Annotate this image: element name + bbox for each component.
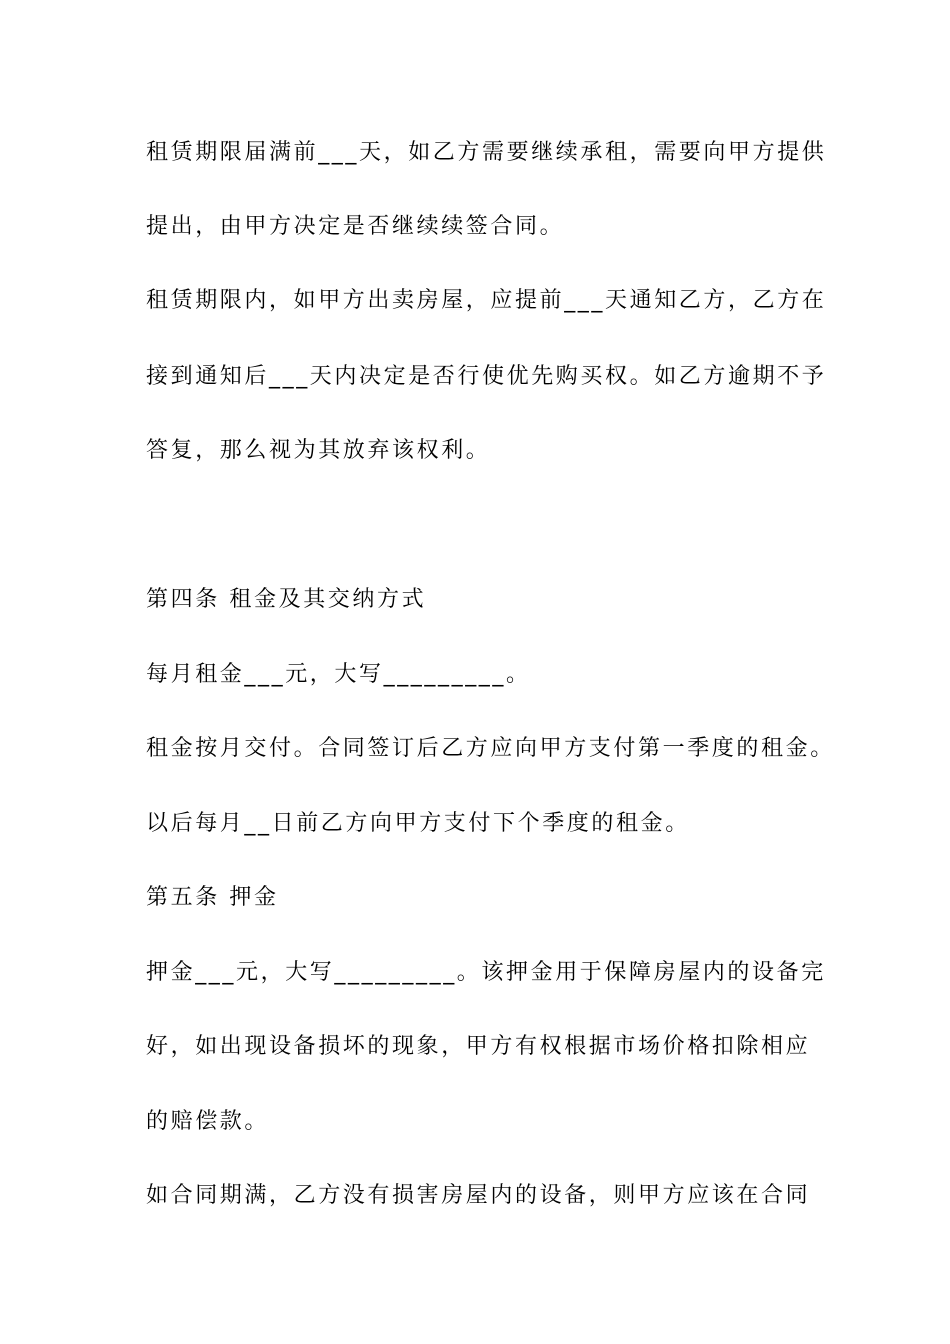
paragraph-line: 好，如出现设备损坏的现象，甲方有权根据市场价格扣除相应 (146, 1034, 811, 1059)
paragraph-line: 答复，那么视为其放弃该权利。 (146, 438, 491, 463)
paragraph-line: 租赁期限届满前___天，如乙方需要继续承租，需要向甲方提供 (146, 140, 827, 165)
paragraph-line: 接到通知后___天内决定是否行使优先购买权。如乙方逾期不予 (146, 364, 827, 389)
paragraph-line: 每月租金___元，大写_________。 (146, 662, 531, 687)
paragraph-line: 提出，由甲方决定是否继续续签合同。 (146, 214, 565, 239)
paragraph-line: 押金___元，大写_________。该押金用于保障房屋内的设备完 (146, 960, 826, 985)
paragraph-line: 租赁期限内，如甲方出卖房屋，应提前___天通知乙方，乙方在 (146, 288, 827, 313)
paragraph-line: 如合同期满，乙方没有损害房屋内的设备，则甲方应该在合同 (146, 1183, 811, 1208)
section-heading: 第五条 押金 (146, 885, 279, 910)
section-heading: 第四条 租金及其交纳方式 (146, 587, 427, 612)
paragraph-line: 租金按月交付。合同签订后乙方应向甲方支付第一季度的租金。 (146, 736, 835, 761)
paragraph-line: 的赔偿款。 (146, 1109, 270, 1134)
paragraph-line: 以后每月__日前乙方向甲方支付下个季度的租金。 (146, 811, 690, 836)
